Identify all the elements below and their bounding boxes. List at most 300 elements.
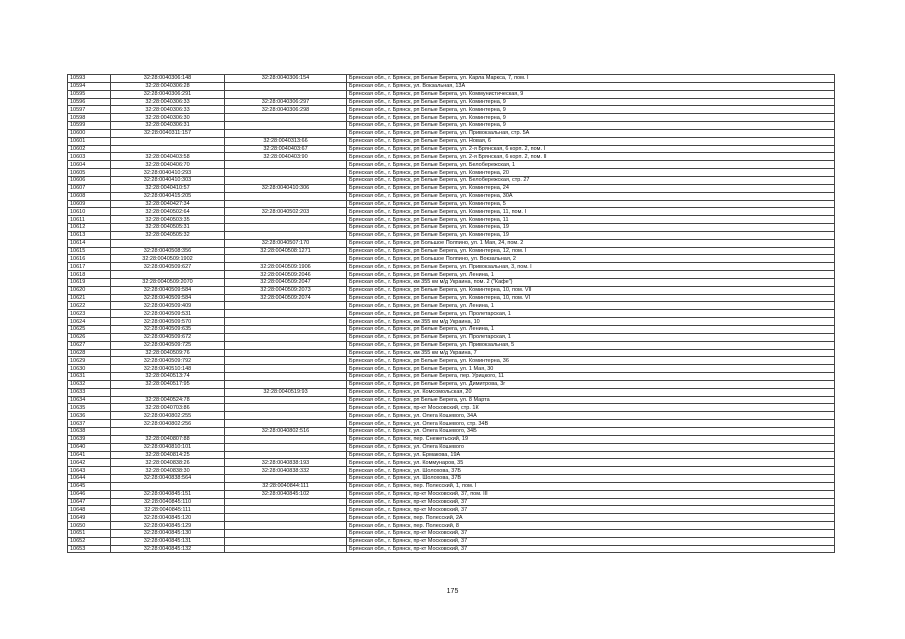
record-number-cell: 10653 [68,545,111,553]
table-row [68,349,835,357]
cadastral-number-cell: 32:28:0040415:205 [111,192,225,200]
address-cell: Брянская обл., г. Брянск, рп Белые Берега, ул. Карла Маркса, 7, пом. I [347,75,835,83]
cadastral-number-cell: 32:28:0040410:57 [111,184,225,192]
cadastral-number-cell: 32:28:0040503:35 [111,216,225,224]
table-row [68,231,835,239]
table-row [68,153,835,161]
record-number-cell: 10598 [68,114,111,122]
record-number-cell: 10618 [68,271,111,279]
record-number-cell: 10593 [68,75,111,83]
related-cadastral-number-cell: 32:28:0040403:90 [225,153,347,161]
cadastral-number-cell [111,388,225,396]
record-number-cell: 10624 [68,318,111,326]
table-row [68,420,835,428]
address-cell: Брянская обл., г. Брянск, рп Белые Берега, ул. Новая, 6 [347,137,835,145]
record-number-cell: 10641 [68,451,111,459]
cadastral-number-cell: 32:28:0040845:132 [111,545,225,553]
table-row [68,224,835,232]
record-number-cell: 10646 [68,490,111,498]
related-cadastral-number-cell [225,302,347,310]
table-row [68,459,835,467]
cadastral-number-cell: 32:28:0040311:157 [111,129,225,137]
address-cell: Брянская обл., г. Брянск, км 355 км м/д Украина, 7 [347,349,835,357]
table-row [68,396,835,404]
table-row [68,122,835,130]
record-number-cell: 10620 [68,286,111,294]
cadastral-number-cell [111,271,225,279]
related-cadastral-number-cell: 32:28:0040508:1271 [225,247,347,255]
cadastral-number-cell: 32:28:0040306:28 [111,82,225,90]
address-cell: Брянская обл., г. Брянск, ул. Шолохова, 37В [347,475,835,483]
related-cadastral-number-cell [225,443,347,451]
cadastral-number-cell: 32:28:0040406:70 [111,161,225,169]
address-cell: Брянская обл., г. Брянск, рп Белые Берега, ул. 2-я Брянская, 6 корп. 2, пом. II [347,153,835,161]
related-cadastral-number-cell: 32:28:0040802:516 [225,427,347,435]
table-row [68,208,835,216]
address-cell: Брянская обл., г. Брянск, пр-кт Московский, 37 [347,537,835,545]
address-cell: Брянская обл., г. Брянск, рп Белые Берега, ул. Коминтерна, 11, пом. I [347,208,835,216]
table-row [68,318,835,326]
cadastral-number-cell: 32:28:0040838:30 [111,467,225,475]
related-cadastral-number-cell [225,169,347,177]
related-cadastral-number-cell [225,161,347,169]
cadastral-number-cell: 32:28:0040306:291 [111,90,225,98]
record-number-cell: 10629 [68,357,111,365]
address-cell: Брянская обл., г. Брянск, рп Белые Берега, ул. Коминтерна, 24 [347,184,835,192]
address-cell: Брянская обл., г. Брянск, рп Белые Берега, ул. Привокзальная, 5 [347,341,835,349]
record-number-cell: 10606 [68,176,111,184]
address-cell: Брянская обл., г. Брянск, рп Белые Берега, ул. Пролетарская, 1 [347,310,835,318]
record-number-cell: 10622 [68,302,111,310]
address-cell: Брянская обл., г. Брянск, рп Белые Берега, ул. Коминтерна, 20 [347,169,835,177]
table-row [68,129,835,137]
record-number-cell: 10595 [68,90,111,98]
record-number-cell: 10628 [68,349,111,357]
table-row [68,443,835,451]
related-cadastral-number-cell: 32:28:0040509:2074 [225,294,347,302]
table-row [68,294,835,302]
related-cadastral-number-cell [225,231,347,239]
table-row [68,326,835,334]
related-cadastral-number-cell: 32:28:0040306:154 [225,75,347,83]
related-cadastral-number-cell [225,192,347,200]
record-number-cell: 10632 [68,380,111,388]
record-number-cell: 10627 [68,341,111,349]
address-cell: Брянская обл., г. Брянск, рп Белые Берега, ул. Коминтерна, 36 [347,357,835,365]
cadastral-number-cell: 32:28:0040703:86 [111,404,225,412]
record-number-cell: 10625 [68,326,111,334]
related-cadastral-number-cell [225,545,347,553]
cadastral-number-cell: 32:28:0040505:32 [111,231,225,239]
related-cadastral-number-cell: 32:28:0040509:2073 [225,286,347,294]
address-cell: Брянская обл., г. Брянск, ул. Олега Кошевого, 34А [347,412,835,420]
table-row [68,333,835,341]
cadastral-number-cell: 32:28:0040502:64 [111,208,225,216]
table-row [68,247,835,255]
table-row [68,302,835,310]
cadastral-number-cell: 32:28:0040403:58 [111,153,225,161]
record-number-cell: 10605 [68,169,111,177]
table-row [68,404,835,412]
cadastral-number-cell: 32:28:0040306:33 [111,98,225,106]
table-row [68,98,835,106]
cadastral-number-cell: 32:28:0040509:627 [111,263,225,271]
record-number-cell: 10607 [68,184,111,192]
related-cadastral-number-cell: 32:28:0040410:306 [225,184,347,192]
cadastral-number-cell: 32:28:0040306:30 [111,114,225,122]
address-cell: Брянская обл., г. Брянск, рп Белые Берега, ул. Коминтерна, 9 [347,98,835,106]
record-number-cell: 10594 [68,82,111,90]
cadastral-number-cell [111,145,225,153]
table-row [68,114,835,122]
related-cadastral-number-cell [225,114,347,122]
table-row [68,192,835,200]
record-number-cell: 10652 [68,537,111,545]
record-number-cell: 10614 [68,239,111,247]
related-cadastral-number-cell: 32:28:0040509:2046 [225,271,347,279]
address-cell: Брянская обл., г. Брянск, рп Белые Берега, ул. Коминтерна, 12, пом. I [347,247,835,255]
related-cadastral-number-cell [225,318,347,326]
record-number-cell: 10596 [68,98,111,106]
address-cell: Брянская обл., г. Брянск, рп Белые Берега, пер. Урицкого, 11 [347,373,835,381]
table-row [68,169,835,177]
address-cell: Брянская обл., г. Брянск, пр-кт Московский, 37 [347,545,835,553]
address-cell: Брянская обл., г. Брянск, пер. Полесский, 8 [347,522,835,530]
cadastral-number-cell: 32:28:0040509:1902 [111,255,225,263]
record-number-cell: 10610 [68,208,111,216]
related-cadastral-number-cell [225,176,347,184]
address-cell: Брянская обл., г. Брянск, рп Белые Берега, ул. 1 Мая, 30 [347,365,835,373]
record-number-cell: 10649 [68,514,111,522]
table-row [68,545,835,553]
address-cell: Брянская обл., г. Брянск, ул. Олега Кошевого, стр. 34В [347,420,835,428]
cadastral-number-cell: 32:28:0040807:88 [111,435,225,443]
table-row [68,537,835,545]
record-number-cell: 10639 [68,435,111,443]
related-cadastral-number-cell: 32:28:0040845:102 [225,490,347,498]
address-cell: Брянская обл., г. Брянск, пер. Снежетьский, 19 [347,435,835,443]
cadastral-number-cell: 32:28:0040508:356 [111,247,225,255]
cadastral-number-cell: 32:28:0040838:26 [111,459,225,467]
cadastral-number-cell: 32:28:0040509:570 [111,318,225,326]
address-cell: Брянская обл., г. Брянск, рп Белые Берега, ул. Белобережская, стр. 27 [347,176,835,184]
record-number-cell: 10633 [68,388,111,396]
record-number-cell: 10645 [68,482,111,490]
address-cell: Брянская обл., г. Брянск, рп Белые Берега, ул. 2-я Брянская, 6 корп. 2, пом. I [347,145,835,153]
record-number-cell: 10637 [68,420,111,428]
table-row [68,239,835,247]
table-row [68,82,835,90]
address-cell: Брянская обл., г. Брянск, ул. Комсомольская, 20 [347,388,835,396]
table-row [68,341,835,349]
record-number-cell: 10601 [68,137,111,145]
cadastral-number-cell: 32:28:0040845:110 [111,498,225,506]
address-cell: Брянская обл., г. Брянск, ул. Коммунаров, 35 [347,459,835,467]
record-number-cell: 10616 [68,255,111,263]
address-cell: Брянская обл., г. Брянск, рп Белые Берега, ул. Коминтерна, 10, пом. VII [347,286,835,294]
cadastral-number-cell [111,427,225,435]
address-cell: Брянская обл., г. Брянск, рп Белые Берега, ул. Димитрова, 3г [347,380,835,388]
cadastral-number-cell: 32:28:0040802:255 [111,412,225,420]
related-cadastral-number-cell: 32:28:0040844:111 [225,482,347,490]
related-cadastral-number-cell: 32:28:0040313:66 [225,137,347,145]
record-number-cell: 10651 [68,529,111,537]
cadastral-number-cell: 32:28:0040410:303 [111,176,225,184]
related-cadastral-number-cell [225,357,347,365]
related-cadastral-number-cell [225,122,347,130]
address-cell: Брянская обл., г. Брянск, рп Белые Берега, ул. Коминтерна, 9 [347,114,835,122]
cadastral-number-cell: 32:28:0040845:129 [111,522,225,530]
table-row [68,522,835,530]
cadastral-number-cell: 32:28:0040810:101 [111,443,225,451]
address-cell: Брянская обл., г. Брянск, пр-кт Московский, 37 [347,529,835,537]
address-cell: Брянская обл., г. Брянск, км 355 км м/д Украина, пом. 2 ("Кафе") [347,278,835,286]
cadastral-number-cell: 32:28:0040306:31 [111,122,225,130]
table-row [68,278,835,286]
table-row [68,482,835,490]
table-row [68,161,835,169]
record-number-cell: 10603 [68,153,111,161]
cadastral-number-cell: 32:28:0040306:148 [111,75,225,83]
record-number-cell: 10648 [68,506,111,514]
address-cell: Брянская обл., г. Брянск, рп Белые Берега, ул. Ленина, 1 [347,271,835,279]
record-number-cell: 10609 [68,200,111,208]
address-cell: Брянская обл., г. Брянск, ул. Шолохова, 37Б [347,467,835,475]
cadastral-number-cell: 32:28:0040802:256 [111,420,225,428]
page-number: 175 [446,588,459,595]
cadastral-number-cell: 32:28:0040509:584 [111,294,225,302]
cadastral-number-cell: 32:28:0040509:76 [111,349,225,357]
cadastral-number-cell: 32:28:0040513:74 [111,373,225,381]
table-row [68,427,835,435]
related-cadastral-number-cell: 32:28:0040838:332 [225,467,347,475]
record-number-cell: 10626 [68,333,111,341]
related-cadastral-number-cell: 32:28:0040838:193 [225,459,347,467]
record-number-cell: 10642 [68,459,111,467]
property-table [67,74,835,553]
record-number-cell: 10634 [68,396,111,404]
address-cell: Брянская обл., г. Брянск, рп Белые Берега, ул. Коминтерна, 11 [347,216,835,224]
cadastral-number-cell: 32:28:0040845:130 [111,529,225,537]
table-row [68,90,835,98]
cadastral-number-cell: 32:28:0040510:148 [111,365,225,373]
table-row [68,475,835,483]
address-cell: Брянская обл., г. Брянск, рп Белые Берега, ул. Коминтерна, 9 [347,106,835,114]
related-cadastral-number-cell [225,224,347,232]
table-row [68,255,835,263]
related-cadastral-number-cell [225,420,347,428]
table-row [68,506,835,514]
address-cell: Брянская обл., г. Брянск, рп Белые Берега, ул. 8 Марта [347,396,835,404]
cadastral-number-cell: 32:28:0040524:78 [111,396,225,404]
cadastral-number-cell: 32:28:0040509:2070 [111,278,225,286]
table-row [68,75,835,83]
related-cadastral-number-cell [225,255,347,263]
address-cell: Брянская обл., г. Брянск, пер. Полесский, 2А [347,514,835,522]
related-cadastral-number-cell [225,396,347,404]
table-row [68,200,835,208]
related-cadastral-number-cell [225,310,347,318]
related-cadastral-number-cell: 32:28:0040403:67 [225,145,347,153]
record-number-cell: 10613 [68,231,111,239]
related-cadastral-number-cell [225,412,347,420]
record-number-cell: 10623 [68,310,111,318]
related-cadastral-number-cell [225,216,347,224]
related-cadastral-number-cell [225,514,347,522]
address-cell: Брянская обл., г. Брянск, пр-кт Московский, стр. 1К [347,404,835,412]
record-number-cell: 10600 [68,129,111,137]
cadastral-number-cell: 32:28:0040509:672 [111,333,225,341]
table-row [68,380,835,388]
related-cadastral-number-cell [225,475,347,483]
address-cell: Брянская обл., г. Брянск, рп Белые Берега, ул. Пролетарская, 1 [347,333,835,341]
table-row [68,388,835,396]
address-cell: Брянская обл., г. Брянск, рп Белые Берега, ул. Коминтерна, 10, пом. VI [347,294,835,302]
cadastral-number-cell: 32:28:0040845:151 [111,490,225,498]
table-row [68,286,835,294]
table-row [68,529,835,537]
record-number-cell: 10647 [68,498,111,506]
related-cadastral-number-cell [225,82,347,90]
table-row [68,184,835,192]
table-row [68,263,835,271]
address-cell: Брянская обл., г. Брянск, рп Белые Берега, ул. Коминтерна, 19 [347,231,835,239]
address-cell: Брянская обл., г. Брянск, ул. Ермакова, 19А [347,451,835,459]
address-cell: Брянская обл., г. Брянск, ул. Олега Кошевого [347,443,835,451]
record-number-cell: 10597 [68,106,111,114]
table-row [68,451,835,459]
related-cadastral-number-cell [225,349,347,357]
table-row [68,357,835,365]
address-cell: Брянская обл., г. Брянск, рп Белые Берега, ул. Коминтерна, 9 [347,122,835,130]
table-row [68,145,835,153]
address-cell: Брянская обл., г. Брянск, рп Белые Берега, ул. Ленина, 1 [347,326,835,334]
record-number-cell: 10644 [68,475,111,483]
related-cadastral-number-cell [225,200,347,208]
related-cadastral-number-cell [225,90,347,98]
table-row [68,435,835,443]
address-cell: Брянская обл., г. Брянск, рп Белые Берега, ул. Привокзальная, 3, пом. I [347,263,835,271]
address-cell: Брянская обл., г. Брянск, ул. Олега Кошевого, 34Б [347,427,835,435]
related-cadastral-number-cell: 32:28:0040507:170 [225,239,347,247]
address-cell: Брянская обл., г. Брянск, пр-кт Московский, 37 [347,506,835,514]
cadastral-number-cell: 32:28:0040505:31 [111,224,225,232]
cadastral-number-cell [111,239,225,247]
record-number-cell: 10602 [68,145,111,153]
related-cadastral-number-cell [225,365,347,373]
record-number-cell: 10619 [68,278,111,286]
cadastral-number-cell: 32:28:0040509:635 [111,326,225,334]
related-cadastral-number-cell [225,506,347,514]
record-number-cell: 10599 [68,122,111,130]
related-cadastral-number-cell: 32:28:0040502:203 [225,208,347,216]
related-cadastral-number-cell: 32:28:0040306:298 [225,106,347,114]
table-row [68,310,835,318]
table-row [68,365,835,373]
related-cadastral-number-cell [225,498,347,506]
table-row [68,498,835,506]
address-cell: Брянская обл., г. Брянск, рп Белые Берега, ул. Коминтерна, 19 [347,224,835,232]
address-cell: Брянская обл., г. Брянск, пр-кт Московский, 37 [347,498,835,506]
table-row [68,412,835,420]
cadastral-number-cell: 32:28:0040845:111 [111,506,225,514]
related-cadastral-number-cell [225,435,347,443]
record-number-cell: 10643 [68,467,111,475]
table-row [68,467,835,475]
record-number-cell: 10604 [68,161,111,169]
address-cell: Брянская обл., г. Брянск, рп Белые Берега, ул. Коминтерна, 5 [347,200,835,208]
table-row [68,137,835,145]
address-cell: Брянская обл., г. Брянск, рп Белые Берега, ул. Привокзальная, стр. 5А [347,129,835,137]
record-number-cell: 10612 [68,224,111,232]
property-table-body [68,75,835,553]
cadastral-number-cell: 32:28:0040509:409 [111,302,225,310]
address-cell: Брянская обл., г. Брянск, рп Большое Полпино, ул. Вокзальная, 2 [347,255,835,263]
related-cadastral-number-cell [225,529,347,537]
related-cadastral-number-cell [225,333,347,341]
address-cell: Брянская обл., г. Брянск, рп Белые Берега, ул. Белобережская, 1 [347,161,835,169]
table-row [68,176,835,184]
address-cell: Брянская обл., г. Брянск, рп Большое Полпино, ул. 1 Мая, 24, пом. 2 [347,239,835,247]
cadastral-number-cell: 32:28:0040517:95 [111,380,225,388]
address-cell: Брянская обл., г. Брянск, ул. Вокзальная, 13А [347,82,835,90]
related-cadastral-number-cell [225,404,347,412]
related-cadastral-number-cell [225,129,347,137]
table-row [68,514,835,522]
record-number-cell: 10635 [68,404,111,412]
record-number-cell: 10611 [68,216,111,224]
related-cadastral-number-cell [225,341,347,349]
record-number-cell: 10638 [68,427,111,435]
cadastral-number-cell [111,137,225,145]
record-number-cell: 10630 [68,365,111,373]
cadastral-number-cell: 32:28:0040509:531 [111,310,225,318]
record-number-cell: 10636 [68,412,111,420]
table-row [68,106,835,114]
related-cadastral-number-cell [225,380,347,388]
cadastral-number-cell: 32:28:0040814:25 [111,451,225,459]
cadastral-number-cell: 32:28:0040838:564 [111,475,225,483]
related-cadastral-number-cell: 32:28:0040519:93 [225,388,347,396]
record-number-cell: 10617 [68,263,111,271]
table-row [68,271,835,279]
address-cell: Брянская обл., г. Брянск, пр-кт Московский, 37, пом. III [347,490,835,498]
related-cadastral-number-cell: 32:28:0040509:2047 [225,278,347,286]
record-number-cell: 10621 [68,294,111,302]
cadastral-number-cell: 32:28:0040509:792 [111,357,225,365]
table-row [68,490,835,498]
related-cadastral-number-cell [225,537,347,545]
record-number-cell: 10650 [68,522,111,530]
record-number-cell: 10615 [68,247,111,255]
address-cell: Брянская обл., г. Брянск, рп Белые Берега, ул. Коммунистическая, 9 [347,90,835,98]
address-cell: Брянская обл., г. Брянск, пер. Полесский, 1, пом. I [347,482,835,490]
related-cadastral-number-cell [225,522,347,530]
address-cell: Брянская обл., г. Брянск, км 355 км м/д Украина, 10 [347,318,835,326]
cadastral-number-cell: 32:28:0040845:131 [111,537,225,545]
address-cell: Брянская обл., г. Брянск, рп Белые Берега, ул. Ленина, 1 [347,302,835,310]
related-cadastral-number-cell: 32:28:0040509:1906 [225,263,347,271]
related-cadastral-number-cell [225,451,347,459]
related-cadastral-number-cell: 32:28:0040306:297 [225,98,347,106]
cadastral-number-cell: 32:28:0040509:584 [111,286,225,294]
cadastral-number-cell: 32:28:0040509:725 [111,341,225,349]
cadastral-number-cell: 32:28:0040410:293 [111,169,225,177]
table-row [68,373,835,381]
record-number-cell: 10608 [68,192,111,200]
cadastral-number-cell [111,482,225,490]
address-cell: Брянская обл., г. Брянск, рп Белые Берега, ул. Коминтерна, 30А [347,192,835,200]
